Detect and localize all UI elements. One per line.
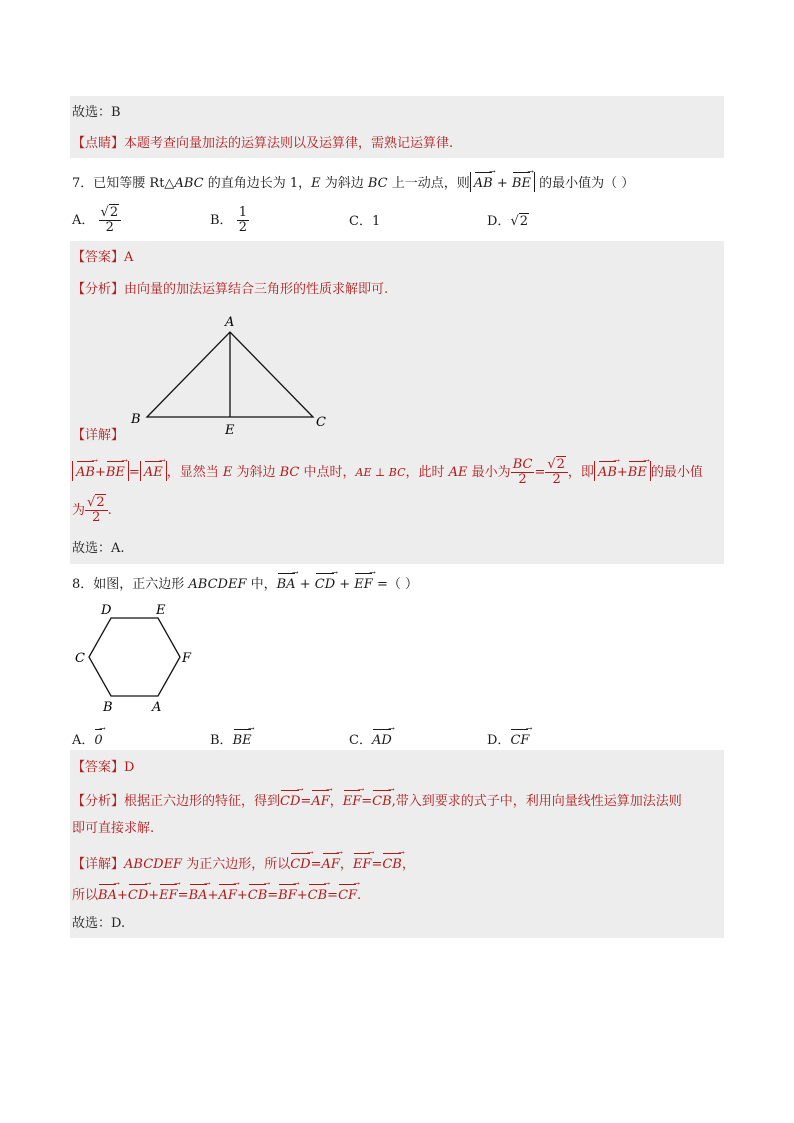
label-f: F	[182, 651, 192, 666]
detail-text: 中点时，	[299, 465, 356, 480]
answer-value: D	[124, 760, 135, 775]
vector-ef: EF →	[354, 573, 373, 593]
denominator: 2	[238, 220, 247, 235]
label-a: A	[225, 315, 235, 330]
q8-detail-line2: 所以BA →+CD →+EF →=BA →+AF →+CB →=BF →+CB →=CF →.	[72, 884, 361, 904]
detail-text: .	[107, 503, 112, 518]
q7-stem	[72, 172, 634, 192]
option-label: C．	[349, 214, 372, 229]
vector-be: BE →	[106, 461, 125, 481]
vector-be: BE →	[233, 729, 252, 749]
perpendicular-expression: AE ⊥ BC	[355, 466, 406, 479]
label-a: A	[152, 700, 162, 715]
q7-answer	[72, 250, 133, 266]
prev-conclusion: 故选：B	[72, 105, 121, 120]
vector-cd: CD →	[290, 853, 310, 873]
q8-stem-part: 中，	[246, 577, 277, 592]
q8-option-c	[349, 729, 392, 749]
q7-option-c	[349, 214, 380, 230]
analysis-text: 由向量的加法运算结合三角形的性质求解即可.	[124, 282, 389, 297]
vector-ba: BA →	[277, 573, 296, 593]
zero-vector: 0 →	[94, 729, 102, 749]
vector-cd: CD →	[315, 573, 335, 593]
detail-text: 的最小值	[650, 465, 703, 480]
vector-ab: AB →	[76, 461, 95, 481]
vector-ef: EF →	[159, 884, 178, 904]
q7-detail-line1: AB →+BE → = AE → ，显然当 E 为斜边 BC 中点时，AE ⊥ BC，此时 AE 最小为 $\frac{BC}{2}$ = $\frac{√2}{2}$ ，即 AB →+BE → 的最小值	[72, 458, 703, 487]
side-bc: BC	[279, 465, 300, 480]
q8-analysis-line2: 即可直接求解.	[72, 821, 155, 836]
vector-ab: AB →	[474, 172, 493, 192]
q7-detail-tag: 【详解】	[72, 428, 125, 443]
fraction-sqrt2-over-2: $\frac{√2}{2}$	[545, 458, 568, 487]
detail-tag: 【详解】	[72, 857, 125, 872]
q8-stem: 8．如图，正六边形 ABCDEF 中，BA → + CD → + EF → =（ ）	[72, 573, 418, 593]
vector-af: AF →	[311, 790, 329, 810]
vector-ab: AB →	[598, 461, 617, 481]
q7-stem-part: 为斜边	[320, 176, 368, 191]
sqrt-radicand: 2	[556, 457, 565, 472]
numerator: 1	[238, 205, 247, 220]
detail-text: 最小为	[467, 465, 511, 480]
hexagon-figure	[70, 598, 200, 716]
option-value: 1	[371, 214, 381, 229]
fraction-sqrt2-over-2: $\frac{√2}{2}$	[85, 496, 108, 525]
denominator: 2	[105, 220, 114, 235]
shade-q8-solution	[70, 750, 724, 938]
q7-stem-part: 的直角边长为 1，	[203, 176, 312, 191]
vector-ba: BA →	[189, 884, 208, 904]
vector-ae: AE →	[144, 461, 163, 481]
sqrt-radicand: 2	[109, 205, 119, 220]
triangle-figure	[125, 310, 335, 440]
point-tag: 【点睛】	[72, 136, 125, 151]
q7-side-bc: BC	[367, 176, 388, 191]
option-label: B．	[210, 213, 233, 228]
q8-option-d	[487, 729, 529, 749]
fraction-bc-over-2	[511, 458, 535, 487]
vector-cb: CB →	[372, 790, 392, 810]
denominator: 2	[92, 510, 101, 525]
q7-abs-expression	[470, 172, 535, 192]
option-label: A．	[72, 213, 95, 228]
sqrt: √2	[510, 214, 529, 229]
label-c: C	[316, 415, 326, 430]
q7-stem-part: 已知等腰 Rt△	[93, 176, 175, 191]
q8-conclusion: 故选：D.	[72, 916, 126, 931]
answer-value: A	[124, 250, 134, 265]
q7-option-b	[210, 206, 249, 235]
denominator: 2	[518, 472, 527, 487]
vector-cf: CF →	[338, 884, 357, 904]
vector-ef: EF →	[353, 853, 372, 873]
q7-point-e: E	[311, 176, 321, 191]
q8-stem-part: 如图，正六边形	[93, 577, 189, 592]
analysis-text: ，	[329, 794, 343, 809]
fraction	[237, 206, 249, 235]
vector-cf: CF →	[510, 729, 529, 749]
q7-analysis	[72, 282, 388, 298]
detail-text: ，此时	[405, 465, 449, 480]
q7-stem-part: 上一动点，则	[387, 176, 470, 191]
q8-analysis-line1: 【分析】根据正六边形的特征，得到CD →=AF →，EF →=CB →,带入到要求的式子中，利用向量线性运算加法法则	[72, 790, 682, 810]
detail-text: .	[357, 888, 362, 903]
vector-af: AF →	[218, 884, 236, 904]
vector-cb: CB →	[308, 884, 328, 904]
label-d: D	[101, 603, 112, 618]
vector-cd: CD →	[280, 790, 300, 810]
option-label: D．	[487, 733, 511, 748]
label-e: E	[225, 423, 235, 438]
detail-text: 为斜边	[232, 465, 280, 480]
denominator: 2	[552, 472, 561, 487]
vector-cd: CD →	[128, 884, 148, 904]
detail-text: ，	[401, 857, 415, 872]
detail-text: ，显然当	[166, 465, 223, 480]
analysis-tag: 【分析】	[72, 282, 125, 297]
q7-number: 7．	[72, 176, 94, 191]
q7-detail-line2	[72, 496, 112, 525]
detail-text: ，即	[567, 465, 594, 480]
vector-cb: CB →	[248, 884, 268, 904]
label-b: B	[103, 700, 113, 715]
analysis-text: 根据正六边形的特征，得到	[124, 794, 281, 809]
segment-ae-text: AE	[448, 465, 468, 480]
numerator: BC	[512, 457, 533, 472]
vector-cb: CB →	[382, 853, 402, 873]
label-e: E	[156, 603, 166, 618]
q7-option-d	[487, 214, 529, 230]
hexagon-name: ABCDEF	[188, 577, 247, 592]
abs-ab-plus-be: AB →+BE →	[72, 461, 129, 481]
fraction: $\frac{√2}{2}$	[99, 206, 122, 235]
q8-stem-part: =（ ）	[372, 577, 418, 592]
option-label: C．	[349, 733, 372, 748]
vector-bf: BF →	[278, 884, 297, 904]
hexagon-name: ABCDEF	[124, 857, 183, 872]
detail-text: ，	[339, 857, 353, 872]
q7-stem-part: 的最小值为（ ）	[534, 176, 635, 191]
analysis-tag: 【分析】	[72, 794, 125, 809]
sqrt-radicand: 2	[96, 495, 105, 510]
analysis-text: ,带入到要求的式子中，利用向量线性运算加法法则	[391, 794, 682, 809]
answer-tag: 【答案】	[72, 250, 125, 265]
vector-ba: BA →	[98, 884, 117, 904]
q8-answer	[72, 760, 134, 776]
point-text: 本题考查向量加法的运算法则以及运算律，需熟记运算律.	[124, 136, 454, 151]
vector-af: AF →	[322, 853, 340, 873]
abs-ae	[140, 461, 167, 481]
label-c: C	[75, 651, 85, 666]
q8-option-a	[72, 729, 103, 749]
q7-triangle-name: ABC	[174, 176, 204, 191]
q8-option-b	[210, 729, 252, 749]
prev-point	[72, 136, 453, 152]
point-e: E	[222, 465, 233, 480]
label-b: B	[131, 412, 141, 427]
vector-ad: AD →	[372, 729, 392, 749]
vector-be: BE →	[628, 461, 647, 481]
vector-be: BE →	[512, 172, 531, 192]
answer-tag: 【答案】	[72, 760, 125, 775]
sqrt-radicand: 2	[519, 214, 529, 229]
plus-sign: +	[496, 176, 508, 191]
q8-number: 8．	[72, 577, 94, 592]
q7-conclusion: 故选：A.	[72, 541, 125, 556]
q7-option-a	[72, 206, 121, 235]
option-label: A．	[72, 733, 95, 748]
q8-detail-line1: 【详解】ABCDEF 为正六边形，所以CD →=AF →，EF →=CB →，	[72, 853, 415, 873]
detail-text: 为正六边形，所以	[182, 857, 291, 872]
equals-sign: =	[128, 465, 140, 480]
abs-ab-plus-be: AB →+BE →	[594, 461, 651, 481]
detail-text: 所以	[72, 888, 99, 903]
option-label: B．	[210, 733, 233, 748]
vector-ef: EF →	[343, 790, 362, 810]
detail-text: 为	[72, 503, 86, 518]
hexagon-abcdef	[89, 618, 180, 696]
option-label: D．	[487, 214, 511, 229]
